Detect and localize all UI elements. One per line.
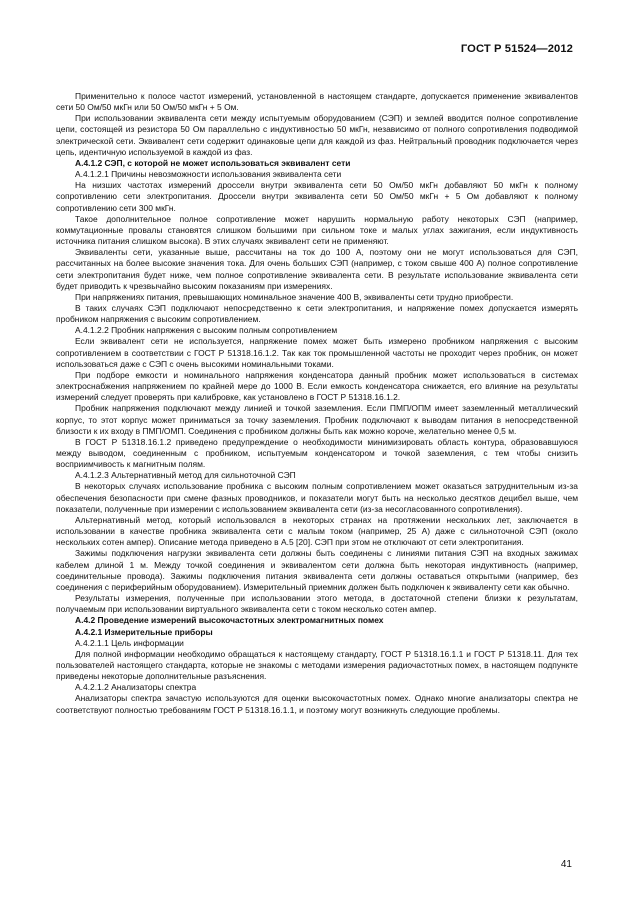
section-heading: А.4.1.2 СЭП, с которой не может использоваться эквивалент сети [75, 157, 351, 168]
paragraph: Применительно к полосе частот измерений, установленной в настоящем стандарте, допускается применение эквивалентов сети 50 Ом/50 мкГн или 50 Ом/50 мкГн + 5 Ом. [56, 91, 578, 113]
paragraph: Эквиваленты сети, указанные выше, рассчитаны на ток до 100 А, поэтому они не могут использоваться для СЭП, рассчитанных на более высокие значения тока. Для очень больших СЭП (например, с током свыше 400 А) полное сопротивление сети электропитания будет ниже, чем полное сопротивление эквивалента сети. В результате использование эквивалента сети будет приводить к чрезвычайно высоким показаниям при измерениях. [56, 247, 578, 291]
section-heading: А.4.2 Проведение измерений высокочастотных электромагнитных помех [75, 615, 384, 626]
paragraph: Альтернативный метод, который использовался в некоторых странах на протяжении нескольких лет, заключается в использовании в качестве пробника эквивалента сети с малым током (например, 25 А) даже с сильноточной СЭП (около нескольких сотен ампер). Описание метода приведено в А.5 [20]. СЭП при этом не отключают от сети электропитания. [56, 514, 578, 548]
paragraph: А.4.2.1.2 Анализаторы спектра [75, 682, 197, 693]
paragraph: Зажимы подключения нагрузки эквивалента сети должны быть соединены с линиями питания СЭП на входных зажимах кабелем длиной 1 м. Между точкой соединения и эквивалентом сети должна быть некоторая индуктивность (например, соединительные провода). Зажимы подключения питания эквивалента сети должны оставаться открытыми (например, без соединения с периферийным оборудованием). Измерительный приемник должен быть подключен к эквиваленту сети как обычно. [56, 548, 578, 592]
paragraph: В некоторых случаях использование пробника с высоким полным сопротивлением может оказаться затруднительным из-за обеспечения безопасности при смене фазных проводников, и показатели могут быть на несколько десятков децибел выше, чем показатели, полученные при измерении с использованием эквивалента сети (из-за несогласованного сопротивления). [56, 481, 578, 514]
paragraph: Пробник напряжения подключают между линией и точкой заземления. Если ПМП/ОПМ имеет заземленный металлический корпус, то этот корпус может приниматься за точку заземления. Пробник подключают к выводам питания в непосредственной близости к их входу в ПМП/ОМП. Соединения с пробником должны быть как можно короче, желательно менее 0,5 м. [56, 403, 578, 436]
standard-header: ГОСТ Р 51524—2012 [460, 43, 573, 55]
paragraph: А.4.2.1.1 Цель информации [75, 637, 184, 648]
paragraph: Если эквивалент сети не используется, напряжение помех может быть измерено пробником напряжения с высоким сопротивлением в соответствии с ГОСТ Р 51318.16.1.2. Так как ток промышленной частоты не проходит через пробник, он может использоваться даже с СЭП с очень высокими номинальными токами. [56, 336, 578, 369]
paragraph: При напряжениях питания, превышающих номинальное значение 400 В, эквиваленты сети трудно приобрести. [75, 291, 514, 302]
document-body [56, 91, 578, 716]
paragraph: При подборе емкости и номинального напряжения конденсатора данный пробник может использоваться в системах электроснабжения напряжением по крайней мере до 1000 В. Если емкость конденсатора снижается, его влияние на результаты измерений следует проверять при калибровке, как установлено в ГОСТ Р 51318.16.1.2. [56, 369, 578, 403]
paragraph: Результаты измерения, полученные при использовании этого метода, в достаточной степени близки к результатам, получаемым при использовании виртуального эквивалента сети с током несколько сотен ампер. [56, 593, 578, 615]
paragraph: А.4.1.2.2 Пробник напряжения с высоким полным сопротивлением [75, 325, 338, 336]
paragraph: А.4.1.2.1 Причины невозможности использования эквивалента сети [75, 169, 342, 180]
paragraph: Для полной информации необходимо обращаться к настоящему стандарту, ГОСТ Р 51318.16.1.1 и ГОСТ Р 51318.11. Для тех пользователей настоящего стандарта, которые не знакомы с методами измерения радиочастотных помех, в настоящем подпункте приведены некоторые дополнительные разъяснения. [56, 648, 578, 682]
paragraph: На низших частотах измерений дроссели внутри эквивалента сети 50 Ом/50 мкГн добавляют 50 мкГн к полному сопротивлению сети электропитания. Дроссели внутри эквивалента сети 50 Ом/50 мкГн + 5 Ом добавляют к полному сопротивлению сети 300 мкГн. [56, 180, 578, 213]
paragraph: В таких случаях СЭП подключают непосредственно к сети электропитания, и напряжение помех допускается измерять пробником напряжения с высоким сопротивлением. [56, 302, 578, 325]
paragraph: В ГОСТ Р 51318.16.1.2 приведено предупреждение о необходимости минимизировать область контура, образовавшуюся между выводом, соединенным с пробником, испытуемым конденсатором и точкой заземления, с тем чтобы снизить восприимчивость к магнитным полям. [56, 436, 578, 470]
paragraph: А.4.1.2.3 Альтернативный метод для сильноточной СЭП [75, 470, 296, 481]
paragraph: Анализаторы спектра зачастую используются для оценки высокочастотных помех. Однако многие анализаторы спектра не соответствуют полностью требованиям ГОСТ Р 51318.16.1.1, и поэтому могут возникнуть следующие проблемы. [56, 693, 578, 715]
section-heading: А.4.2.1 Измерительные приборы [75, 626, 213, 637]
paragraph: Такое дополнительное полное сопротивление может нарушить нормальную работу некоторых СЭП (например, коммутационные провалы становятся слишком большими при сильном токе и малых углах зажигания, если индуктивность источника питания слишком высока). В этих случаях эквивалент сети не применяют. [56, 213, 578, 247]
paragraph: При использовании эквивалента сети между испытуемым оборудованием (СЭП) и землей вводится полное сопротивление цепи, состоящей из резистора 50 Ом параллельно с индуктивностью 50 мкГн, независимо от полного сопротивления подводимой электрической сети. Эквивалент сети содержит одинаковые цепи для каждой из фаз. Нейтральный проводник подключается через цепь, идентичную используемой в каждой из фаз. [56, 113, 578, 157]
page-number: 41 [560, 859, 572, 870]
